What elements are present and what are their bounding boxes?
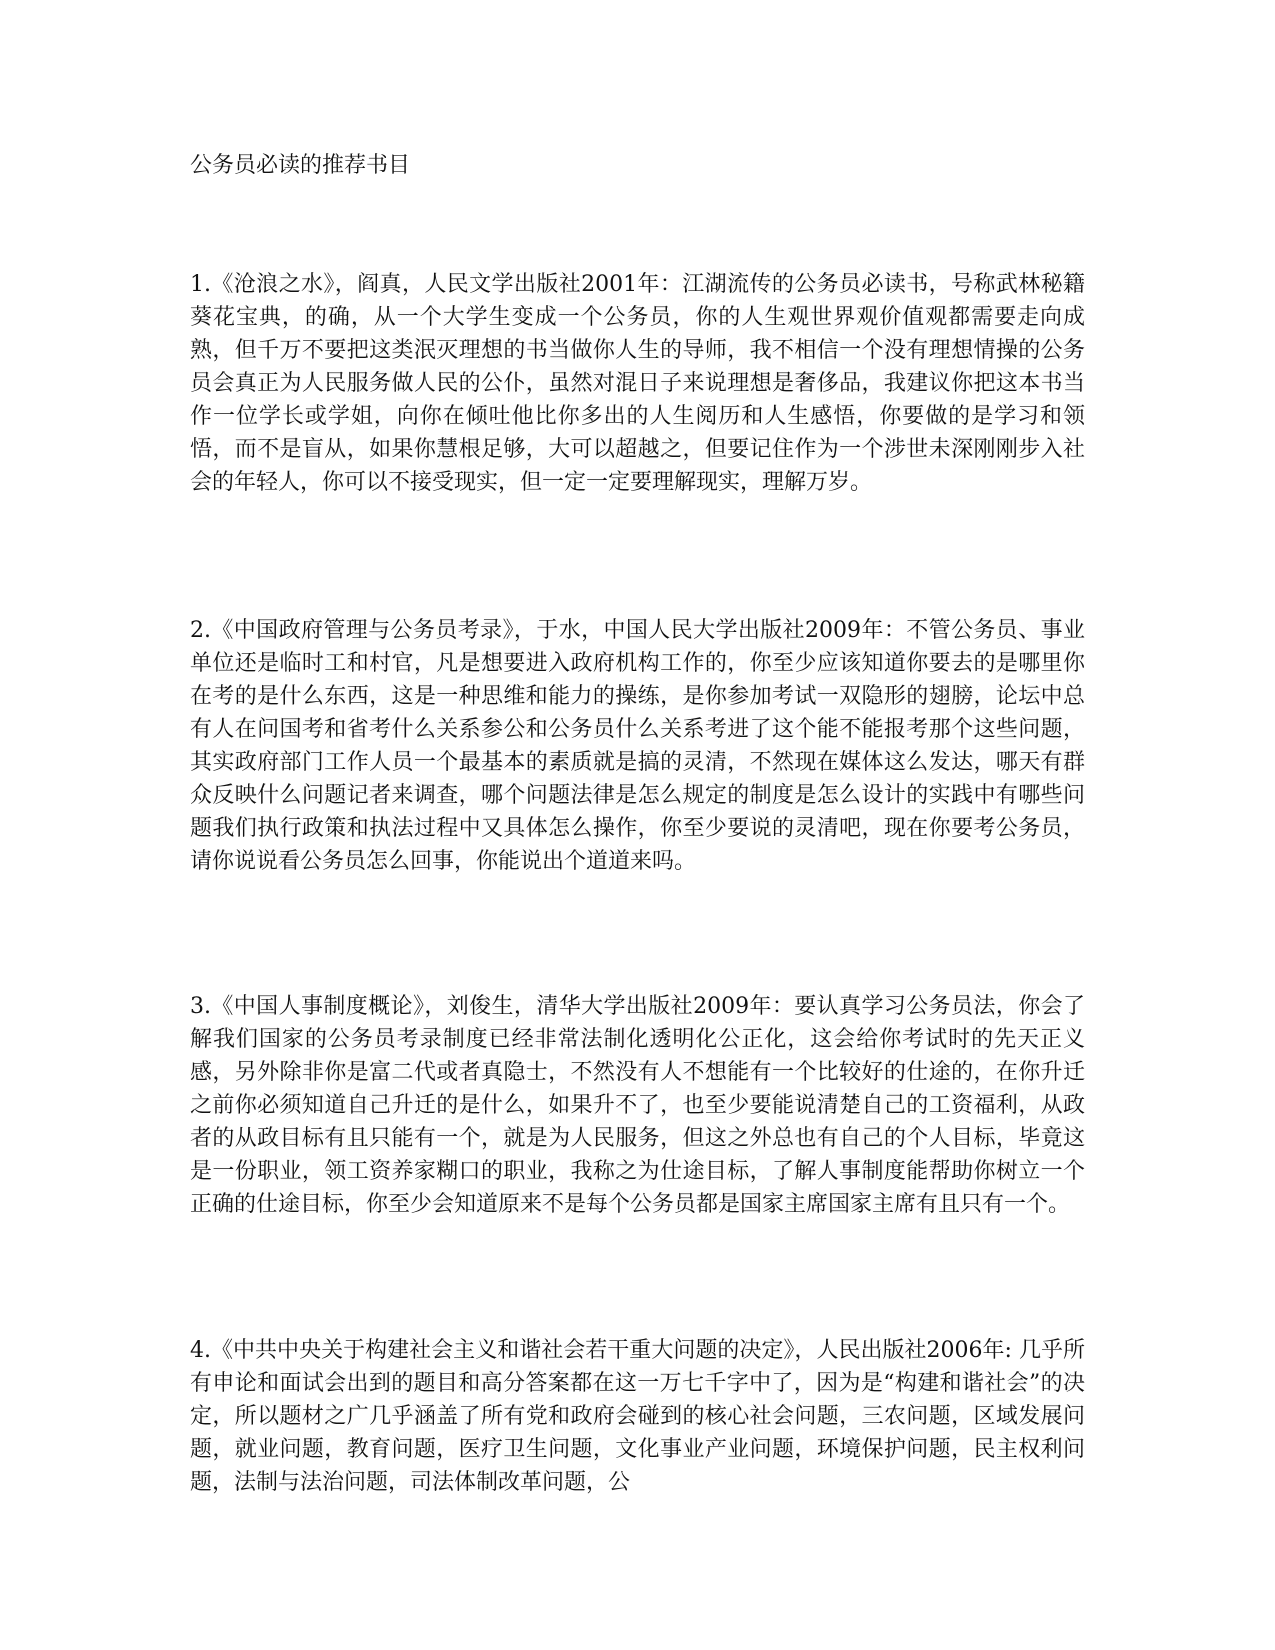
book-entry-2: 2.《中国政府管理与公务员考录》，于水，中国人民大学出版社2009年：不管公务员、事业单位还是临时工和村官，凡是想要进入政府机构工作的，你至少应该知道你要去的是哪里你在考的是什么东西，这是一种思维和能力的操练，是你参加考试一双隐形的翅膀，论坛中总有人在问国考和省考什么关系参公和公务员什么关系考进了这个能不能报考那个这些问题，其实政府部门工作人员一个最基本的素质就是搞的灵清，不然现在媒体这么发达，哪天有群众反映什么问题记者来调查，哪个问题法律是怎么规定的制度是怎么设计的实践中有哪些问题我们执行政策和执法过程中又具体怎么操作，你至少要说的灵清吧，现在你要考公务员，请你说说看公务员怎么回事，你能说出个道道来吗。 xyxy=(190,618,1085,874)
document-title: 公务员必读的推荐书目 xyxy=(190,153,411,178)
book-entry-4: 4.《中共中央关于构建社会主义和谐社会若干重大问题的决定》，人民出版社2006年: 几乎所有申论和面试会出到的题目和高分答案都在这一万七千字中了，因为是“构建和谐社会”的决定，所以题材之广几乎涵盖了所有党和政府会碰到的核心社会问题，三农问题，区域发展问题，就业问题，教育问题，医疗卫生问题，文化事业产业问题，环境保护问题，民主权利问题，法制与法治问题，司法体制改革问题，公 xyxy=(190,1338,1085,1495)
book-entry-1: 1.《沧浪之水》，阎真，人民文学出版社2001年：江湖流传的公务员必读书，号称武林秘籍葵花宝典，的确，从一个大学生变成一个公务员，你的人生观世界观价值观都需要走向成熟，但千万不要把这类泯灭理想的书当做你人生的导师，我不相信一个没有理想情操的公务员会真正为人民服务做人民的公仆，虽然对混日子来说理想是奢侈品，我建议你把这本书当作一位学长或学姐，向你在倾吐他比你多出的人生阅历和人生感悟，你要做的是学习和领悟，而不是盲从，如果你慧根足够，大可以超越之，但要记住作为一个涉世未深刚刚步入社会的年轻人，你可以不接受现实，但一定一定要理解现实，理解万岁。 xyxy=(190,272,1085,495)
book-entry-3: 3.《中国人事制度概论》，刘俊生，清华大学出版社2009年：要认真学习公务员法，你会了解我们国家的公务员考录制度已经非常法制化透明化公正化，这会给你考试时的先天正义感，另外除非你是富二代或者真隐士，不然没有人不想能有一个比较好的仕途的，在你升迁之前你必须知道自己升迁的是什么，如果升不了，也至少要能说清楚自己的工资福利，从政者的从政目标有且只能有一个，就是为人民服务，但这之外总也有自己的个人目标，毕竟这是一份职业，领工资养家糊口的职业，我称之为仕途目标，了解人事制度能帮助你树立一个正确的仕途目标，你至少会知道原来不是每个公务员都是国家主席国家主席有且只有一个。 xyxy=(190,994,1085,1217)
